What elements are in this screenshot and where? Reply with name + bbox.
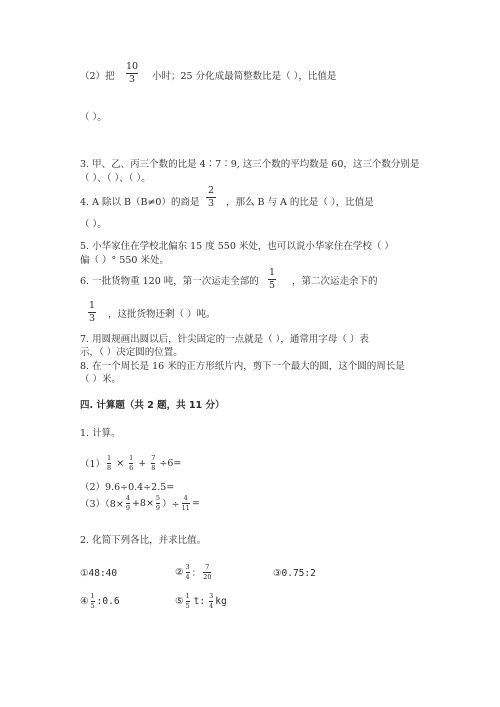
calc2-item-3: ③0.75:2 — [273, 568, 316, 579]
frac-den: 4 — [185, 572, 190, 581]
calc1-title: 1. 计算。 — [80, 428, 121, 439]
q7-line2: 示，（ ）决定圆的位置。 — [80, 347, 183, 358]
q6-frac1-den: 5 — [268, 279, 276, 291]
frac-den: 20 — [203, 572, 212, 581]
frac-num: 1 — [107, 454, 112, 462]
q6-line2: ，这批货物还剩（ ）吨。 — [108, 309, 216, 320]
frac-den: 8 — [151, 463, 156, 472]
q2-suffix: 小时；25 分化成最简整数比是（ ），比值是 — [152, 71, 337, 82]
frac-num: 5 — [155, 494, 161, 502]
q6-fraction-2 — [88, 301, 96, 323]
q2-fraction — [126, 62, 138, 84]
frac-den: 4 — [209, 601, 214, 610]
calc1-e3-frac3 — [182, 495, 190, 511]
q2-line2: （ ）。 — [80, 112, 107, 123]
q4-prefix: 4. A 除以 B（B≠0）的商是 — [80, 197, 200, 208]
calc1-e1-label: （1） — [80, 459, 106, 470]
q6-prefix: 6. 一批货物重 120 吨，第一次运走全部的 — [80, 276, 259, 287]
calc2-i2-sep: ： — [191, 568, 202, 579]
frac-num: 7 — [151, 454, 156, 462]
frac-den: 9 — [155, 503, 161, 512]
frac-num: 3 — [185, 563, 190, 571]
q4-fraction — [206, 186, 216, 208]
q6-suffix: ，第二次运走余下的 — [292, 276, 378, 287]
calc1-e1-tail: ÷6= — [159, 457, 182, 469]
calc2-item-4 — [80, 593, 120, 609]
calc2-i5-frac2 — [209, 593, 213, 609]
frac-num: 4 — [125, 494, 130, 502]
calc2-i4-tail: :0.6 — [96, 595, 120, 607]
calc2-i5-label: ⑤ — [175, 595, 184, 607]
q6-frac2-num: 1 — [88, 300, 96, 311]
q2-frac-num: 10 — [126, 61, 139, 72]
q6-fraction-1 — [268, 268, 276, 290]
q8-line2: （ ）米。 — [80, 374, 122, 385]
calc1-e3-mid: +8× — [131, 497, 154, 509]
q5-line2: 偏（ ）° 550 米处。 — [80, 255, 169, 266]
calc2-item-2 — [175, 564, 213, 580]
q2-prefix: （2）把 — [80, 71, 115, 82]
calc1-e3-tail: = — [191, 497, 200, 509]
frac-den: 8 — [107, 463, 112, 472]
calc1-e1-frac2 — [129, 455, 133, 471]
q4-frac-den: 3 — [207, 197, 215, 209]
frac-den: 6 — [129, 463, 134, 472]
calc2-i5-mid: t: — [193, 595, 206, 607]
calc2-item-5 — [175, 593, 227, 609]
calc1-e1-frac3 — [151, 455, 155, 471]
calc2-i4-frac1 — [91, 593, 95, 609]
calc2-title: 2. 化简下列各比，并求比值。 — [80, 535, 207, 546]
frac-den: 5 — [185, 601, 190, 610]
calc1-e3-frac2 — [156, 495, 160, 511]
frac-den: 11 — [181, 503, 190, 512]
calc2-i5-frac1 — [186, 593, 190, 609]
frac-num: 3 — [209, 592, 214, 600]
calc1-e1-op2: + — [138, 457, 147, 469]
frac-den: 9 — [125, 503, 130, 512]
calc1-e3-frac1 — [126, 495, 130, 511]
calc2-i5-tail: kg — [215, 595, 227, 607]
calc2-item-1: ①48:40 — [80, 568, 118, 579]
calc1-e3-mid2: ）÷ — [162, 499, 180, 510]
q5-line1: 5. 小华家住在学校北偏东 15 度 550 米处，也可以说小华家住在学校（ ） — [80, 241, 394, 252]
section-4-title: 四. 计算题（共 2 题，共 11 分） — [80, 400, 225, 411]
frac-num: 1 — [185, 592, 190, 600]
q2-frac-den: 3 — [129, 73, 136, 85]
calc1-expr-1 — [80, 455, 181, 471]
q6-frac1-num: 1 — [268, 267, 276, 278]
calc1-e1-op1: × — [116, 457, 125, 469]
q4-suffix: ，那么 B 与 A 的比是（ ），比值是 — [226, 197, 374, 208]
q8-line1: 8. 在一个周长是 16 米的正方形纸片内，剪下一个最大的圆，这个圆的周长是 — [80, 361, 405, 372]
frac-num: 1 — [129, 454, 134, 462]
calc1-expr-3 — [80, 495, 200, 511]
q4-frac-num: 2 — [207, 185, 215, 196]
frac-num: 4 — [183, 494, 188, 502]
frac-num: 7 — [205, 563, 210, 571]
calc2-i2-frac2 — [203, 564, 211, 580]
frac-den: 5 — [90, 601, 95, 610]
q6-frac2-den: 3 — [88, 312, 96, 324]
q3-line1: 3. 甲、乙、丙三个数的比是 4∶7∶9, 这三个数的平均数是 60，这三个数分别是 — [80, 159, 420, 170]
q4-line2: （ ）。 — [80, 219, 107, 230]
calc2-i4-label: ④ — [80, 595, 89, 607]
calc1-e3-label: （3）（8× — [80, 499, 124, 510]
calc2-i2-label: ② — [175, 566, 184, 578]
calc2-i2-frac1 — [186, 564, 190, 580]
q7-line1: 7. 用圆规画出圆以后，针尖固定的一点就是（ ），通常用字母（ ）表 — [80, 334, 369, 345]
q3-line2: （ ）、（ ）、（ ）。 — [80, 173, 151, 184]
frac-num: 1 — [90, 592, 95, 600]
calc1-e1-frac1 — [107, 455, 111, 471]
calc1-expr-2: （2）9.6÷0.4÷2.5= — [80, 482, 175, 493]
